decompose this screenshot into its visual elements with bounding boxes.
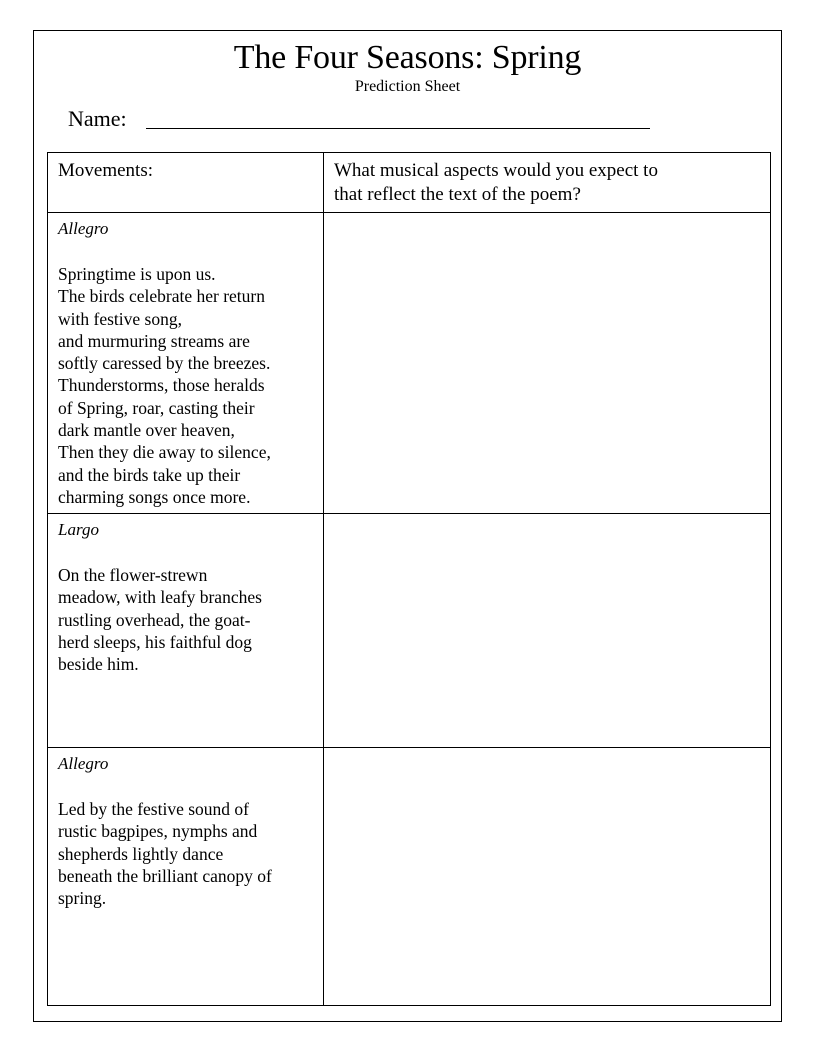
poem-line: beneath the brilliant canopy of	[58, 865, 272, 886]
poem-line: Thunderstorms, those heralds	[58, 375, 265, 396]
poem-line: On the flower-strewn	[58, 565, 208, 585]
prediction-table	[47, 152, 771, 1006]
column-header-movements: Movements:	[48, 153, 324, 213]
movement-tempo: Largo	[58, 520, 99, 539]
poem-line: Then they die away to silence,	[58, 442, 271, 463]
page-subtitle: Prediction Sheet	[354, 78, 461, 95]
table-row	[48, 514, 771, 748]
poem-line: softly caressed by the breezes.	[58, 353, 271, 374]
poem-line: Led by the festive sound of	[58, 799, 249, 819]
poem-line: The birds celebrate her return	[58, 286, 265, 307]
table-header-row	[48, 153, 771, 213]
page-title: The Four Seasons: Spring	[233, 39, 582, 76]
poem-line: dark mantle over heaven,	[58, 420, 235, 441]
movement-cell	[48, 213, 324, 514]
table-row	[48, 213, 771, 514]
name-input-line[interactable]	[146, 128, 650, 129]
poem-line: rustling overhead, the goat-	[58, 609, 251, 630]
movement-cell	[48, 514, 324, 748]
table-row	[48, 748, 771, 1006]
movement-tempo: Allegro	[58, 219, 109, 238]
header-line: What musical aspects would you expect to	[334, 160, 658, 181]
poem-line: meadow, with leafy branches	[58, 587, 262, 608]
poem-line: shepherds lightly dance	[58, 843, 224, 864]
answer-cell[interactable]	[324, 514, 771, 748]
poem-line: spring.	[58, 888, 107, 909]
poem-line: of Spring, roar, casting their	[58, 397, 255, 418]
poem-line: beside him.	[58, 654, 139, 675]
poem-line: charming songs once more.	[58, 486, 251, 507]
answer-cell[interactable]	[324, 213, 771, 514]
movement-cell	[48, 748, 324, 1006]
header-line: that reflect the text of the poem?	[334, 184, 581, 205]
name-label: Name:	[68, 106, 127, 131]
poem-line: and murmuring streams are	[58, 330, 250, 351]
poem-line: Springtime is upon us.	[58, 264, 216, 284]
poem-line: herd sleeps, his faithful dog	[58, 631, 252, 652]
poem-line: rustic bagpipes, nymphs and	[58, 821, 258, 842]
column-header-musical-aspects	[324, 153, 771, 213]
poem-line: with festive song,	[58, 308, 182, 329]
answer-cell[interactable]	[324, 748, 771, 1006]
movement-tempo: Allegro	[58, 754, 109, 773]
poem-line: and the birds take up their	[58, 464, 241, 485]
